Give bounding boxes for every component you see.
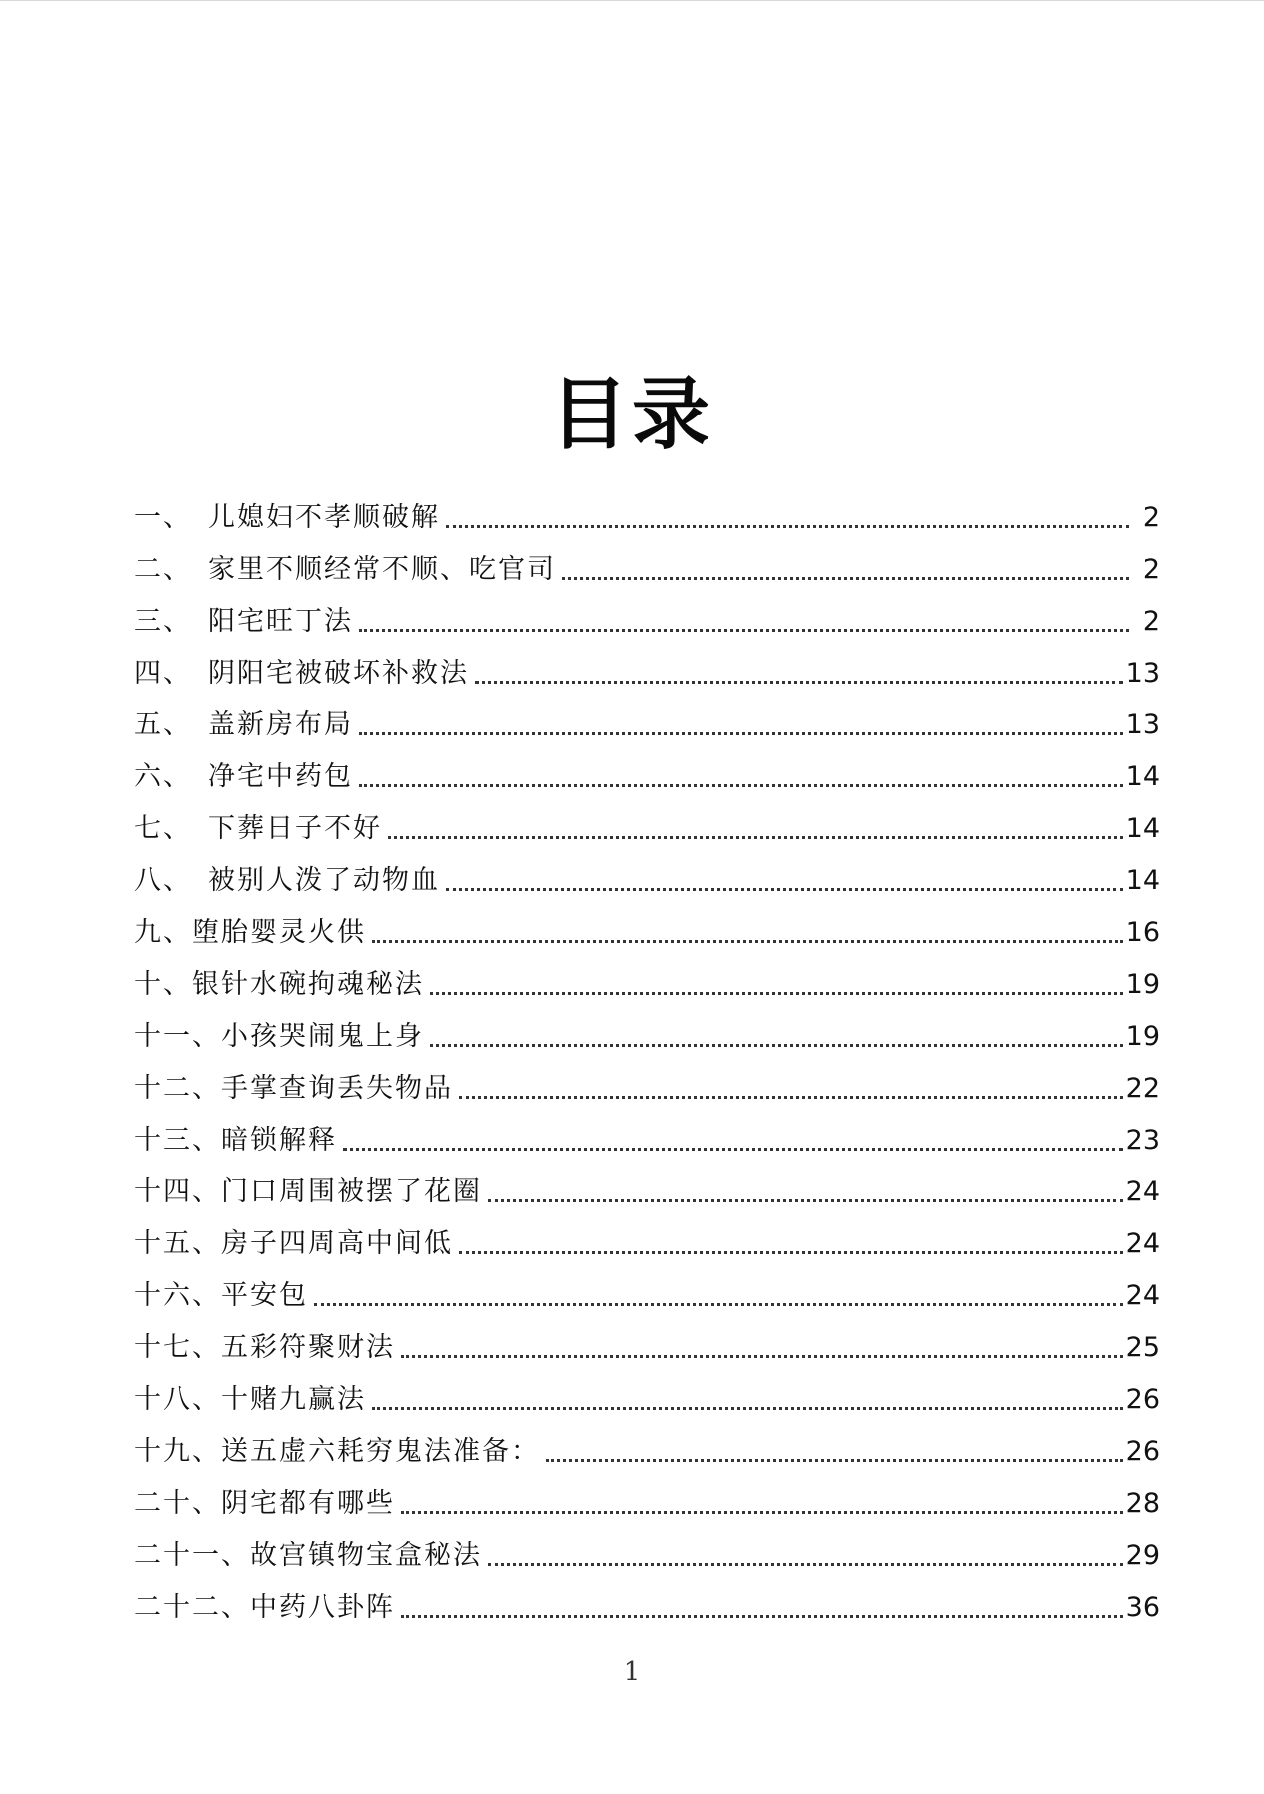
- toc-entry-number: 二、: [134, 553, 192, 585]
- toc-entry[interactable]: [134, 687, 1160, 739]
- toc-dot-leader: [372, 940, 1123, 943]
- toc-entry-title: 阴阳宅被破坏补救法: [208, 657, 469, 689]
- toc-entry-page: 19: [1125, 1020, 1160, 1052]
- toc-entry-page: 2: [1142, 553, 1160, 585]
- toc-dot-leader: [488, 1199, 1123, 1202]
- toc-entry-title: 银针水碗拘魂秘法: [192, 968, 424, 1000]
- toc-entry-title: 故宫镇物宝盒秘法: [250, 1539, 482, 1571]
- toc-entry[interactable]: [134, 583, 1160, 635]
- toc-entry-page: 14: [1125, 813, 1160, 845]
- toc-entry-number: 二十二、: [134, 1591, 250, 1623]
- toc-entry[interactable]: [134, 1309, 1160, 1364]
- toc-entry-title: 小孩哭闹鬼上身: [221, 1020, 424, 1052]
- toc-entry-number: 十九、: [134, 1435, 221, 1467]
- toc-entry-title: 送五虚六耗穷鬼法准备：: [221, 1435, 540, 1467]
- toc-entry-page: 26: [1125, 1384, 1160, 1416]
- toc-entry-number: 十四、: [134, 1176, 221, 1208]
- toc-entry-page: 24: [1125, 1228, 1160, 1260]
- toc-entry-page: 23: [1125, 1124, 1160, 1156]
- toc-entry-page: 22: [1125, 1072, 1160, 1104]
- page-title: 目录: [549, 370, 714, 460]
- toc-entry[interactable]: [134, 1102, 1160, 1154]
- toc-dot-leader: [475, 681, 1123, 684]
- toc-entry-number: 四、: [134, 657, 192, 689]
- toc-entry[interactable]: [134, 946, 1160, 998]
- table-of-contents: [134, 479, 1160, 1621]
- toc-entry-title: 五彩符聚财法: [221, 1332, 395, 1364]
- toc-entry-title: 阳宅旺丁法: [208, 605, 353, 637]
- toc-entry-page: 2: [1142, 605, 1160, 637]
- toc-dot-leader: [359, 629, 1129, 632]
- toc-entry-page: 24: [1125, 1176, 1160, 1208]
- toc-dot-leader: [343, 1148, 1123, 1151]
- toc-dot-leader: [546, 1459, 1123, 1462]
- toc-dot-leader: [359, 784, 1123, 787]
- toc-entry-title: 十赌九赢法: [221, 1384, 366, 1416]
- toc-entry-number: 十七、: [134, 1332, 221, 1364]
- toc-entry-number: 十八、: [134, 1384, 221, 1416]
- toc-entry[interactable]: [134, 1361, 1160, 1416]
- toc-entry-page: 13: [1125, 709, 1160, 741]
- toc-entry-page: 2: [1142, 501, 1160, 533]
- toc-entry[interactable]: [134, 1413, 1160, 1465]
- toc-entry[interactable]: [134, 531, 1160, 583]
- toc-entry-page: 29: [1125, 1539, 1160, 1571]
- toc-entry[interactable]: [134, 1257, 1160, 1312]
- toc-entry-number: 五、: [134, 709, 192, 741]
- page-number: 1: [623, 1657, 641, 1687]
- toc-entry-title: 房子四周高中间低: [221, 1228, 453, 1260]
- toc-dot-leader: [430, 1044, 1123, 1047]
- toc-dot-leader: [401, 1511, 1123, 1514]
- toc-entry-page: 13: [1125, 657, 1160, 689]
- toc-entry-number: 十五、: [134, 1228, 221, 1260]
- toc-dot-leader: [459, 1251, 1123, 1254]
- toc-dot-leader: [314, 1303, 1123, 1306]
- toc-entry-title: 下葬日子不好: [208, 813, 382, 845]
- toc-dot-leader: [372, 1407, 1123, 1410]
- toc-entry[interactable]: [134, 1465, 1160, 1517]
- toc-entry-page: 36: [1125, 1591, 1160, 1623]
- toc-entry-page: 14: [1125, 761, 1160, 793]
- toc-dot-leader: [401, 1355, 1123, 1358]
- toc-entry[interactable]: [134, 1154, 1160, 1206]
- toc-entry-title: 平安包: [221, 1280, 308, 1312]
- toc-entry-number: 十、: [134, 968, 192, 1000]
- toc-entry-number: 八、: [134, 865, 192, 897]
- toc-dot-leader: [388, 836, 1123, 839]
- toc-entry[interactable]: [134, 998, 1160, 1050]
- toc-dot-leader: [359, 732, 1123, 735]
- toc-entry[interactable]: [134, 738, 1160, 793]
- toc-entry[interactable]: [134, 635, 1160, 687]
- toc-entry-page: 24: [1125, 1280, 1160, 1312]
- toc-entry-page: 19: [1125, 968, 1160, 1000]
- toc-entry-number: 二十、: [134, 1487, 221, 1519]
- toc-entry-title: 家里不顺经常不顺、吃官司: [208, 553, 556, 585]
- toc-entry-number: 十一、: [134, 1020, 221, 1052]
- toc-entry-number: 三、: [134, 605, 192, 637]
- toc-entry-page: 25: [1125, 1332, 1160, 1364]
- toc-entry-page: 14: [1125, 865, 1160, 897]
- toc-entry-title: 暗锁解释: [221, 1124, 337, 1156]
- toc-entry-page: 16: [1125, 917, 1160, 949]
- toc-dot-leader: [446, 525, 1129, 528]
- toc-entry-title: 中药八卦阵: [250, 1591, 395, 1623]
- toc-entry-title: 门口周围被摆了花圈: [221, 1176, 482, 1208]
- toc-entry-title: 阴宅都有哪些: [221, 1487, 395, 1519]
- toc-entry-page: 28: [1125, 1487, 1160, 1519]
- toc-entry-number: 十二、: [134, 1072, 221, 1104]
- toc-entry-number: 九、: [134, 917, 192, 949]
- toc-entry[interactable]: [134, 1050, 1160, 1102]
- toc-entry-number: 七、: [134, 813, 192, 845]
- toc-dot-leader: [401, 1615, 1123, 1618]
- toc-entry-number: 十三、: [134, 1124, 221, 1156]
- toc-entry[interactable]: [134, 1517, 1160, 1569]
- toc-entry[interactable]: [134, 790, 1160, 845]
- toc-entry-number: 十六、: [134, 1280, 221, 1312]
- toc-dot-leader: [562, 577, 1129, 580]
- toc-entry[interactable]: [134, 1569, 1160, 1621]
- toc-entry[interactable]: [134, 842, 1160, 897]
- toc-dot-leader: [459, 1096, 1123, 1099]
- toc-entry-title: 盖新房布局: [208, 709, 353, 741]
- toc-dot-leader: [488, 1563, 1123, 1566]
- toc-entry-title: 净宅中药包: [208, 761, 353, 793]
- toc-dot-leader: [430, 992, 1123, 995]
- toc-entry-title: 被别人泼了动物血: [208, 865, 440, 897]
- toc-entry[interactable]: [134, 1205, 1160, 1260]
- toc-dot-leader: [446, 888, 1123, 891]
- toc-entry-number: 一、: [134, 501, 192, 533]
- toc-entry-number: 二十一、: [134, 1539, 250, 1571]
- toc-entry[interactable]: [134, 479, 1160, 531]
- toc-entry-title: 儿媳妇不孝顺破解: [208, 501, 440, 533]
- toc-entry-title: 堕胎婴灵火供: [192, 917, 366, 949]
- toc-entry[interactable]: [134, 894, 1160, 949]
- toc-entry-page: 26: [1125, 1435, 1160, 1467]
- toc-entry-number: 六、: [134, 761, 192, 793]
- toc-entry-title: 手掌查询丢失物品: [221, 1072, 453, 1104]
